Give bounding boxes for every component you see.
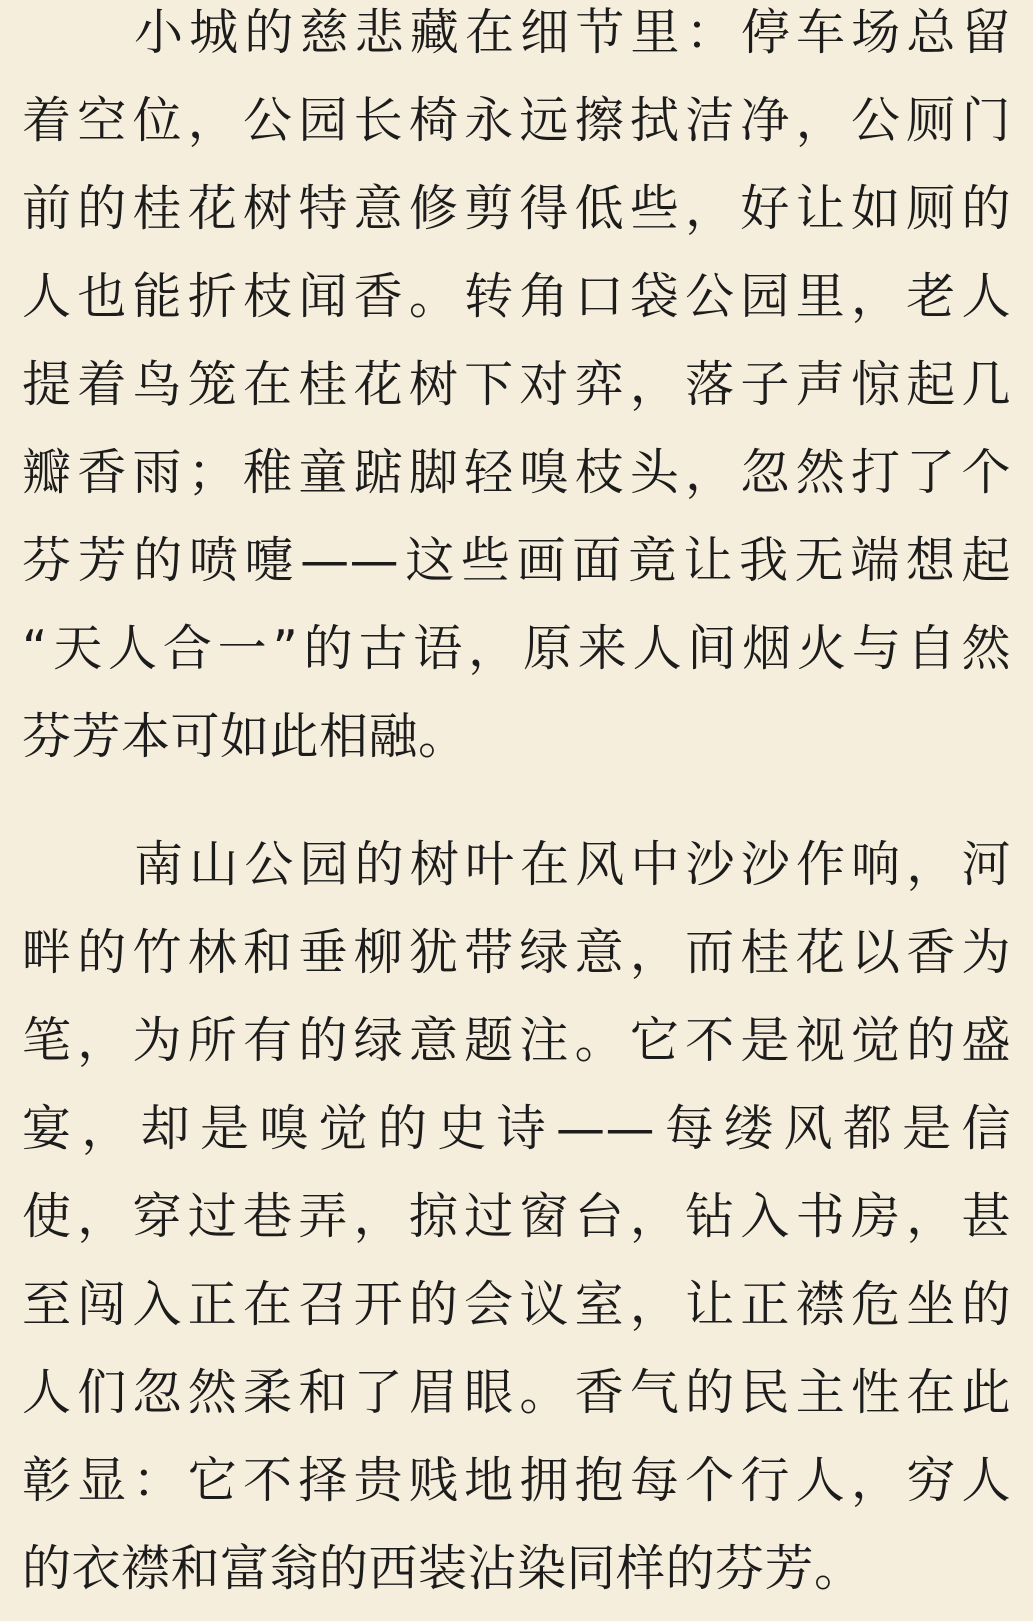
paragraph-1-line-4: 人也能折枝闻香。转角口袋公园里，老人 <box>22 268 1011 325</box>
paragraph-1-line-8: “天人合一”的古语，原来人间烟火与自然 <box>22 620 1011 677</box>
paragraph-2-line-1: 南山公园的树叶在风中沙沙作响，河 <box>134 836 1011 893</box>
paragraph-1-line-1: 小城的慈悲藏在细节里：停车场总留 <box>134 4 1011 61</box>
paragraph-2-line-6: 至闯入正在召开的会议室，让正襟危坐的 <box>22 1276 1011 1333</box>
paragraph-2-line-5: 使，穿过巷弄，掠过窗台，钻入书房，甚 <box>22 1188 1011 1245</box>
paragraph-2-line-8: 彰显：它不择贵贱地拥抱每个行人，穷人 <box>22 1452 1011 1509</box>
paragraph-1-line-9: 芬芳本可如此相融。 <box>22 708 468 765</box>
paragraph-1-line-3: 前的桂花树特意修剪得低些，好让如厕的 <box>22 180 1011 237</box>
paragraph-2-line-2: 畔的竹林和垂柳犹带绿意，而桂花以香为 <box>22 924 1011 981</box>
paragraph-2-line-4: 宴，却是嗅觉的史诗——每缕风都是信 <box>22 1100 1011 1157</box>
paragraph-2-line-7: 人们忽然柔和了眉眼。香气的民主性在此 <box>22 1364 1011 1421</box>
paragraph-1-line-6: 瓣香雨；稚童踮脚轻嗅枝头，忽然打了个 <box>22 444 1011 501</box>
paragraph-2-line-3: 笔，为所有的绿意题注。它不是视觉的盛 <box>22 1012 1011 1069</box>
paragraph-1 <box>22 0 1011 781</box>
paragraph-2-line-9: 的衣襟和富翁的西装沾染同样的芬芳。 <box>22 1540 864 1597</box>
paragraph-1-line-2: 着空位，公园长椅永远擦拭洁净，公厕门 <box>22 92 1011 149</box>
paragraph-1-line-5: 提着鸟笼在桂花树下对弈，落子声惊起几 <box>22 356 1011 413</box>
paragraph-1-line-7: 芬芳的喷嚏——这些画面竟让我无端想起 <box>22 532 1011 589</box>
paragraph-2 <box>22 821 1011 1613</box>
